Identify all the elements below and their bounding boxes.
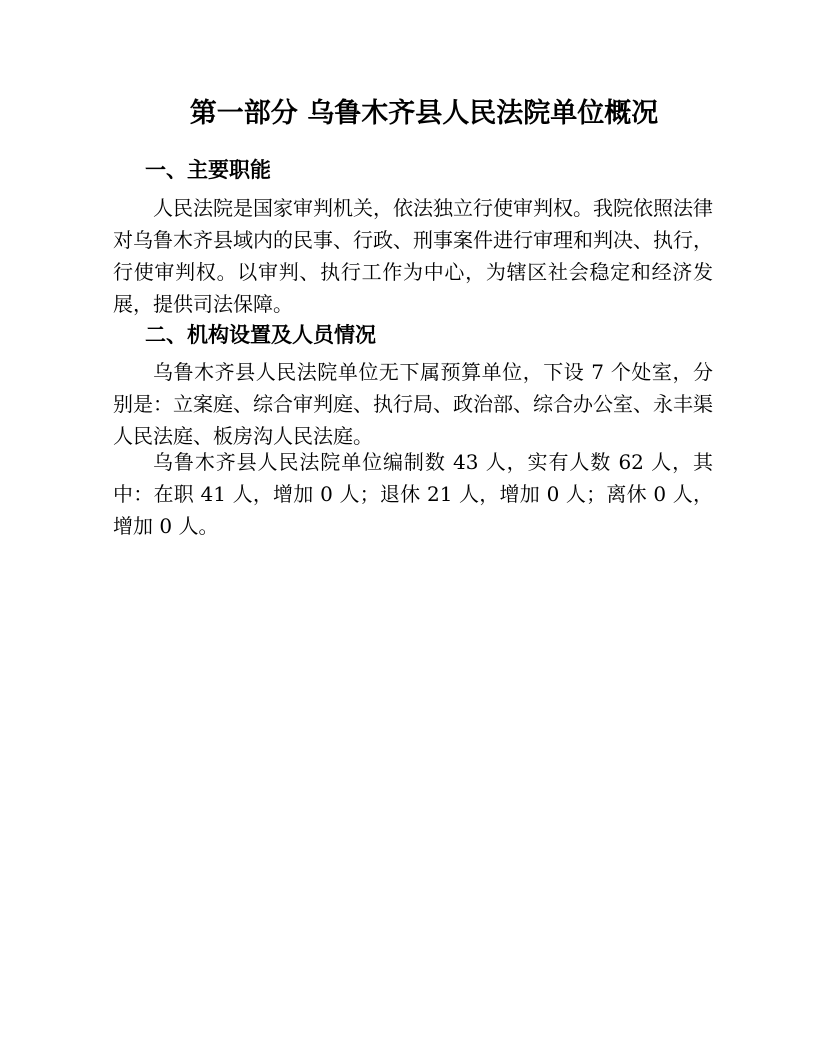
paragraph-staff: 乌鲁木齐县人民法院单位编制数 43 人，实有人数 62 人，其中：在职 41 人，增加 0 人；退休 21 人，增加 0 人；离休 0 人，增加 0 人。 <box>113 450 713 538</box>
section-heading-organization-staff: 二、机构设置及人员情况 <box>145 323 376 347</box>
paragraph-main-functions: 人民法院是国家审判机关，依法独立行使审判权。我院依照法律对乌鲁木齐县域内的民事、行政、刑事案件进行审理和判决、执行，行使审判权。以审判、执行工作为中心，为辖区社会稳定和经济发展，提供司法保障。 <box>113 196 713 316</box>
page-title: 第一部分 乌鲁木齐县人民法院单位概况 <box>189 98 659 129</box>
section-heading-main-functions: 一、主要职能 <box>145 158 271 182</box>
paragraph-organization: 乌鲁木齐县人民法院单位无下属预算单位，下设 7 个处室，分别是：立案庭、综合审判庭、执行局、政治部、综合办公室、永丰渠人民法庭、板房沟人民法庭。 <box>113 360 713 448</box>
